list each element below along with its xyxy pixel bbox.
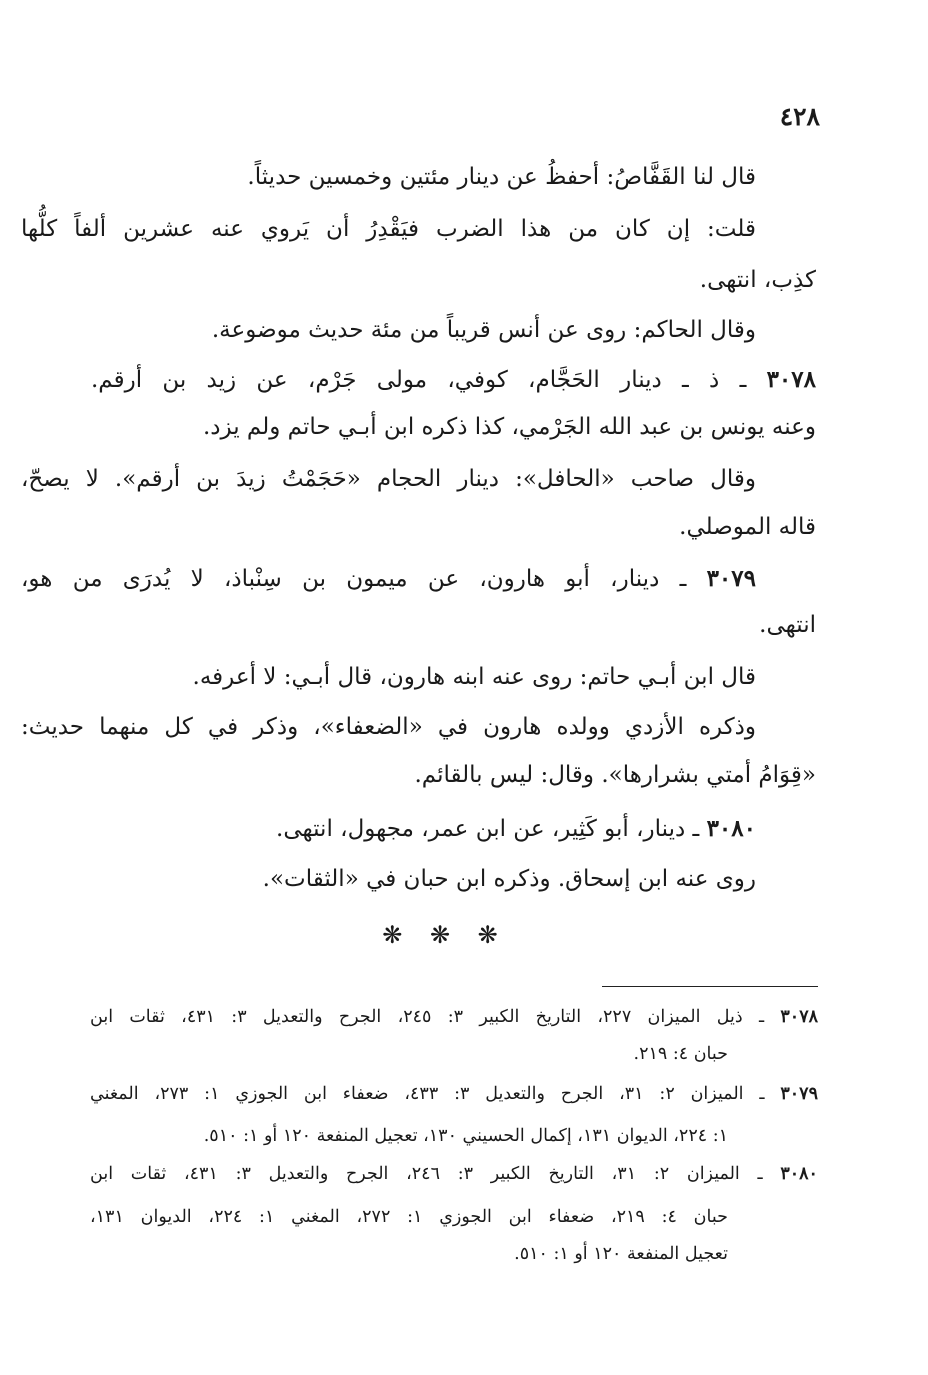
footnote-line: ١: ٢٢٤، الديوان ١٣١، إكمال الحسيني ١٣٠، تعجيل المنفعة ١٢٠ أو ١: ٥١٠. (203, 1126, 728, 1146)
body-line: قال لنا القَفَّاصُ: أحفظُ عن دينار مئتين وخمسين حديثاً. (247, 164, 756, 190)
body-line: كذِب، انتهى. (699, 267, 816, 293)
entry-3079 (21, 562, 756, 596)
page-number: ٤٢٨ (779, 102, 820, 131)
footnote-number: ٣٠٧٨ (780, 1007, 818, 1027)
footnote-3078 (90, 1003, 818, 1031)
entry-text: ـ دينار، أبو كَثِير، عن ابن عمر، مجهول، انتهى. (276, 816, 700, 842)
footnote-rule (602, 986, 818, 987)
entry-number: ٣٠٧٩ (706, 565, 756, 592)
entry-text: ـ ذ ـ دينار الحَجَّام، كوفي، مولى جَرْم، عن زيد بن أرقم. (91, 367, 747, 393)
body-line: انتهى. (759, 612, 816, 638)
body-line: وذكره الأزدي وولده هارون في «الضعفاء»، وذكر في كل منهما حديث: (21, 714, 756, 740)
footnote-text: ـ ذيل الميزان ٢٢٧، التاريخ الكبير ٣: ٢٤٥، الجرح والتعديل ٣: ٤٣١، ثقات ابن (90, 1007, 765, 1027)
footnote-line: حبان ٤: ٢١٩، ضعفاء ابن الجوزي ١: ٢٧٢، المغني ١: ٢٢٤، الديوان ١٣١، (90, 1207, 728, 1227)
entry-3078 (91, 363, 816, 397)
body-line: وقال الحاكم: روى عن أنس قريباً من مئة حديث موضوعة. (211, 317, 756, 343)
body-line: قال ابن أبـي حاتم: روى عنه ابنه هارون، قال أبـي: لا أعرفه. (192, 664, 756, 690)
footnote-text: ـ الميزان ٢: ٣١، الجرح والتعديل ٣: ٤٣٣، ضعفاء ابن الجوزي ١: ٢٧٣، المغني (90, 1084, 765, 1104)
footnote-line: تعجيل المنفعة ١٢٠ أو ١: ٥١٠. (514, 1244, 728, 1264)
footnote-number: ٣٠٨٠ (780, 1164, 818, 1184)
footnote-3079 (90, 1080, 818, 1108)
footnote-text: ـ الميزان ٢: ٣١، التاريخ الكبير ٣: ٢٤٦، الجرح والتعديل ٣: ٤٣١، ثقات ابن (90, 1164, 763, 1184)
body-line: روى عنه ابن إسحاق. وذكره ابن حبان في «الثقات». (262, 866, 756, 892)
entry-text: ـ دينار، أبو هارون، عن ميمون بن سِنْباذ، لا يُدرَى من هو، (21, 566, 687, 592)
section-separator: ❋ ❋ ❋ (382, 921, 508, 949)
footnote-line: حبان ٤: ٢١٩. (633, 1044, 728, 1064)
body-line: «قِوَامُ أمتي بشرارها». وقال: ليس بالقائم. (414, 762, 816, 788)
entry-3080 (276, 812, 756, 846)
entry-number: ٣٠٨٠ (706, 815, 756, 842)
entry-number: ٣٠٧٨ (766, 366, 816, 393)
footnote-3080 (90, 1160, 818, 1188)
footnote-number: ٣٠٧٩ (780, 1084, 818, 1104)
body-line: قلت: إن كان من هذا الضرب فيَقْدِرُ أن يَروي عنه عشرين ألفاً كلُّها (21, 216, 756, 242)
body-line: وعنه يونس بن عبد الله الجَرْمي، كذا ذكره ابن أبـي حاتم ولم يزد. (202, 414, 816, 440)
body-line: قاله الموصلي. (679, 514, 816, 540)
body-line: وقال صاحب «الحافل»: دينار الحجام «حَجَمْتُ زيدَ بن أرقم». لا يصحّ، (21, 466, 756, 492)
